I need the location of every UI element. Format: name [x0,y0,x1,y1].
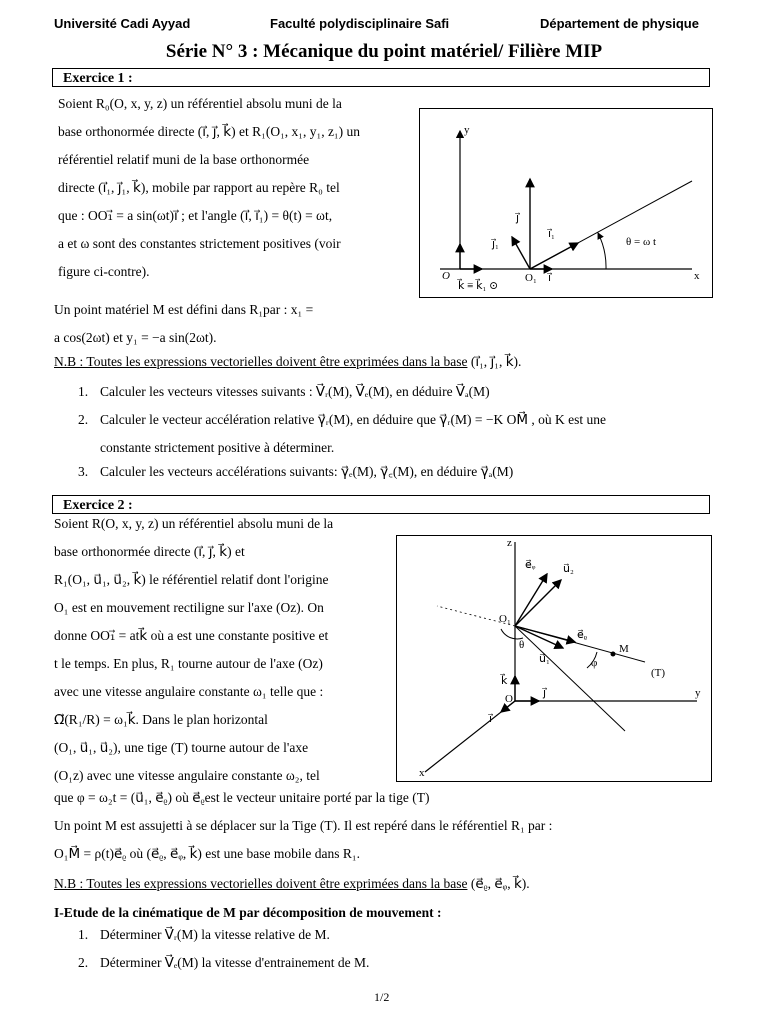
theta-arc [598,233,606,269]
question-number: 1. [78,384,89,399]
ex1-intro-line: Soient R₀(O, x, y, z) un référentiel absolu muni de la [58,96,342,111]
fig2-label-z: z [507,537,512,549]
fig2-label-y: y [695,687,701,699]
fig1-label-j1: j⃗₁ [492,238,499,250]
fig1-label-angle: θ = ω t [626,236,657,248]
header-university: Université Cadi Ayyad [54,16,191,31]
fig2-label-ephi: e⃗ᵩ [525,559,536,571]
page-number: 1/2 [374,990,390,1004]
ex2-point-line: Un point M est assujetti à se déplacer sur la Tige (T). Il est repéré dans le référentiel R₁ par : [54,818,553,833]
fig1-label-k: k⃗ ≡ k⃗₁ ⊙ [458,280,499,292]
ex2-intro-line: O₁ est en mouvement rectiligne sur l'axe (Oz). On [54,600,324,615]
fig1-label-x: x [694,270,700,282]
ex2-intro-line: avec une vitesse angulaire constante ω₁ telle que : [54,684,324,699]
fig2-label-u1: u⃗₁ [539,653,550,665]
fig1-label-O1: O₁ [525,272,537,284]
ex1-intro [58,90,413,286]
i1-vector [530,243,578,269]
ex2-section-heading: I-Etude de la cinématique de M par décomposition de mouvement : [54,905,442,920]
point-M [611,652,616,657]
ex2-intro-line: R₁(O₁, u⃗₁, u⃗₂, k⃗) le référentiel relatif dont l'origine [54,572,329,587]
ex1-intro-line: a et ω sont des constantes strictement positives (voir [58,236,341,251]
ex2-nb-label: N.B : Toutes les expressions vectorielles doivent être exprimées dans la base [54,876,468,891]
question-number: 2. [78,955,89,970]
page-title: Série N° 3 : Mécanique du point matériel/ Filière MIP [165,41,603,62]
ex2-intro-line: t le temps. En plus, R₁ tourne autour de l'axe (Oz) [54,656,323,671]
ex2-intro-line: base orthonormée directe (i⃗, j⃗, k⃗) et [54,544,245,559]
ex1-intro-line: que : OO₁⃗ = a sin(ωt)i⃗ ; et l'angle (i⃗, i⃗₁) = θ(t) = ωt, [58,208,333,223]
ex1-point-line: a cos(2ωt) et y₁ = −a sin(2ωt). [54,330,217,345]
ex2-intro-line: Ω⃗(R₁/R) = ω₁k⃗. Dans le plan horizontal [54,712,268,727]
ex1-intro-line: base orthonormée directe (i⃗, j⃗, k⃗) et R₁(O₁, x₁, y₁, z₁) un [58,124,361,139]
ex1-nb-basis: (i⃗₁, j⃗₁, k⃗). [470,354,522,369]
question-text: Déterminer V⃗ᵣ(M) la vitesse relative de M. [100,927,330,942]
ex2-nb-basis: (e⃗ᵨ, e⃗ᵩ, k⃗). [470,876,530,891]
fig2-label-theta: θ [519,639,525,651]
question-text: Déterminer V⃗ₑ(M) la vitesse d'entrainement de M. [100,955,370,970]
fig2-label-O: O [505,693,513,705]
u1-axis [515,626,625,731]
ex2-intro-line: donne OO₁⃗ = atk⃗ où a est une constante positive et [54,628,329,643]
ex2-om-line: O₁M⃗ = ρ(t)e⃗ᵨ où (e⃗ᵨ, e⃗ᵩ, k⃗) est une base mobile dans R₁. [54,846,360,861]
ex1-nb-label: N.B : Toutes les expressions vectorielles doivent être exprimées dans la base [54,354,468,369]
ex1-question-1 [78,384,490,400]
ex2-question-2 [78,955,369,971]
question-text: Calculer les vecteurs accélérations suivants: γ⃗ₑ(M), γ⃗꜀(M), en déduire γ⃗ₐ(M) [100,464,514,479]
fig1-label-O: O [442,270,450,282]
question-number: 1. [78,927,89,942]
fig2-label-j: j⃗ [543,687,547,699]
fig2-label-T: (T) [651,667,666,679]
figure-1-drawing [420,109,712,297]
fig2-label-phi: φ [591,657,598,669]
j1-vector [512,237,530,269]
fig2-label-k: k⃗ [501,675,508,687]
question-text: constante strictement positive à déterminer. [100,440,335,455]
ex1-nb [54,354,521,370]
ephi-vector [515,574,547,626]
fig2-label-i: i⃗ [489,713,493,725]
exercise-2-heading: Exercice 2 : [52,495,710,514]
ex2-question-1 [78,927,330,943]
header-faculty: Faculté polydisciplinaire Safi [270,16,450,31]
figure-2-drawing [397,536,711,781]
ex1-question-3 [78,462,513,480]
fig2-label-O1: O₁ [499,613,511,625]
fig1-label-i1: i⃗₁ [548,228,555,240]
fig2-label-x: x [419,767,425,779]
question-number: 3. [78,464,89,479]
ex1-intro-line: figure ci-contre). [58,264,150,279]
ex2-phi-line: que φ = ω₂t = (u⃗₁, e⃗ᵨ) où e⃗ᵨest le vecteur unitaire porté par la tige (T) [54,790,430,805]
question-text: Calculer le vecteur accélération relative γ⃗ᵣ(M), en déduire que γ⃗ᵣ(M) = −K OM⃗ , où K est une [100,412,606,427]
u2-vector [515,580,561,626]
ex2-intro [54,510,394,790]
ex1-question-2-cont [78,440,334,456]
question-text: Calculer les vecteurs vitesses suivants : V⃗ᵣ(M), V⃗ₑ(M), en déduire V⃗ₐ(M) [100,384,490,399]
question-number: 2. [78,412,89,427]
figure-1 [419,108,713,298]
fig2-label-M: M [619,643,629,655]
ex2-intro-line: Soient R(O, x, y, z) un référentiel absolu muni de la [54,516,334,531]
ex1-point-definition [54,296,414,352]
ex2-nb [54,876,530,892]
ex1-intro-line: directe (i⃗₁, j⃗₁, k⃗), mobile par rapport au repère R₀ tel [58,180,340,195]
ex1-point-line: Un point matériel M est défini dans R₁par : x₁ = [54,302,314,317]
fig2-label-u2: u⃗₂ [563,563,574,575]
fig1-label-y: y [464,124,470,136]
ex2-intro-line: (O₁z) avec une vitesse angulaire constante ω₂, tel [54,768,320,783]
exercise-1-heading: Exercice 1 : [52,68,710,87]
header-department: Département de physique [540,16,699,31]
ex1-question-2 [78,412,606,428]
fig1-label-i: i⃗ [548,272,552,284]
fig1-label-j: j⃗ [516,212,520,224]
ex1-intro-line: référentiel relatif muni de la base orthonormée [58,152,310,167]
fig2-label-erho: e⃗ᵨ [577,629,588,641]
figure-2 [396,535,712,782]
ex2-intro-line: (O₁, u⃗₁, u⃗₂), une tige (T) tourne autour de l'axe [54,740,309,755]
